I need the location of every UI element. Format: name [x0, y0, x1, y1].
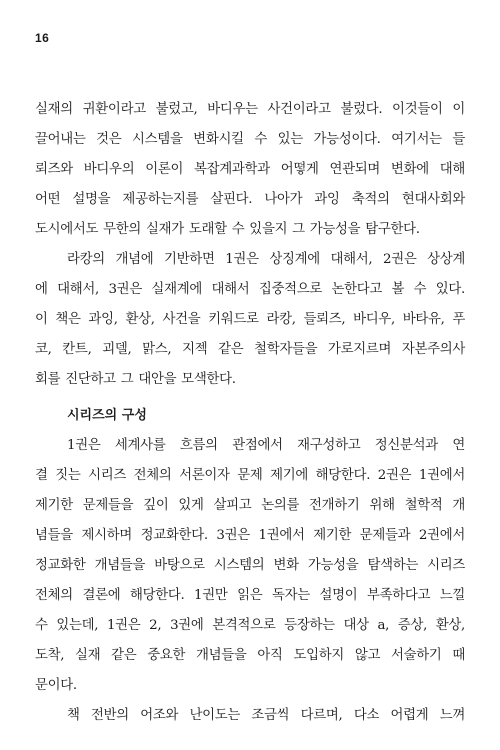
paragraph-1-text: [35, 95, 465, 245]
section-heading: 시리즈의 구성: [67, 408, 147, 423]
paragraph-4-text: [35, 701, 465, 731]
text-line: 어떤 설명을 제공하는지를 살핀다. 나아가 과잉 축적의 현대사회와: [35, 192, 465, 207]
text-line: 실재의 귀환이라고 불렀고, 바디우는 사건이라고 불렀다. 이것들이 이: [35, 102, 465, 117]
text-line: 이 책은 과잉, 환상, 사건을 키워드로 라캉, 들뢰즈, 바디우, 바타유, 푸: [35, 312, 465, 327]
text-line: 전체의 결론에 해당한다. 1권만 읽은 독자는 설명이 부족하다고 느낄: [35, 588, 465, 603]
text-line: 코, 칸트, 괴델, 맑스, 지젝 같은 철학자들을 가로지르며 자본주의사: [35, 342, 465, 357]
text-line: 념들을 제시하며 정교화한다. 3권은 1권에서 제기한 문제들과 2권에서: [35, 528, 465, 543]
text-line: 에 대해서, 3권은 실재계에 대해서 집중적으로 논한다고 볼 수 있다.: [35, 282, 465, 297]
paragraph-4: [35, 701, 465, 731]
text-line: 수 있는데, 1권은 2, 3권에 본격적으로 등장하는 대상 a, 증상, 환상,: [35, 618, 465, 633]
paragraph-1: [35, 95, 465, 245]
text-line: 제기한 문제들을 깊이 있게 살피고 논의를 전개하기 위해 철학적 개: [35, 498, 465, 513]
text-line: 뢰즈와 바디우의 이론이 복잡계과학과 어떻게 연관되며 변화에 대해: [35, 162, 465, 177]
text-line: 정교화한 개념들을 바탕으로 시스템의 변화 가능성을 탐색하는 시리즈: [35, 558, 465, 573]
text-line: 문이다.: [35, 678, 77, 693]
text-line: 끌어내는 것은 시스템을 변화시킬 수 있는 가능성이다. 여기서는 들: [35, 132, 465, 147]
text-line: 라캉의 개념에 기반하면 1권은 상징계에 대해서, 2권은 상상계: [67, 252, 465, 267]
text-line: 도시에서도 무한의 실재가 도래할 수 있을지 그 가능성을 탐구한다.: [35, 222, 420, 237]
paragraph-2-text: [35, 245, 465, 395]
text-line: 도착, 실재 같은 중요한 개념들을 아직 도입하지 않고 서술하기 때: [35, 648, 465, 663]
text-line: 회를 진단하고 그 대안을 모색한다.: [35, 372, 236, 387]
page-number: 16: [35, 31, 50, 45]
text-line: 결 짓는 시리즈 전체의 서론이자 문제 제기에 해당한다. 2권은 1권에서: [35, 468, 465, 483]
paragraph-3-text: [35, 431, 465, 701]
paragraph-2: [35, 245, 465, 395]
text-line: 1권은 세계사를 흐름의 관점에서 재구성하고 정신분석과 연: [67, 438, 465, 453]
paragraph-3: [35, 431, 465, 701]
text-line: 책 전반의 어조와 난이도는 조금씩 다르며, 다소 어렵게 느껴: [67, 708, 465, 723]
